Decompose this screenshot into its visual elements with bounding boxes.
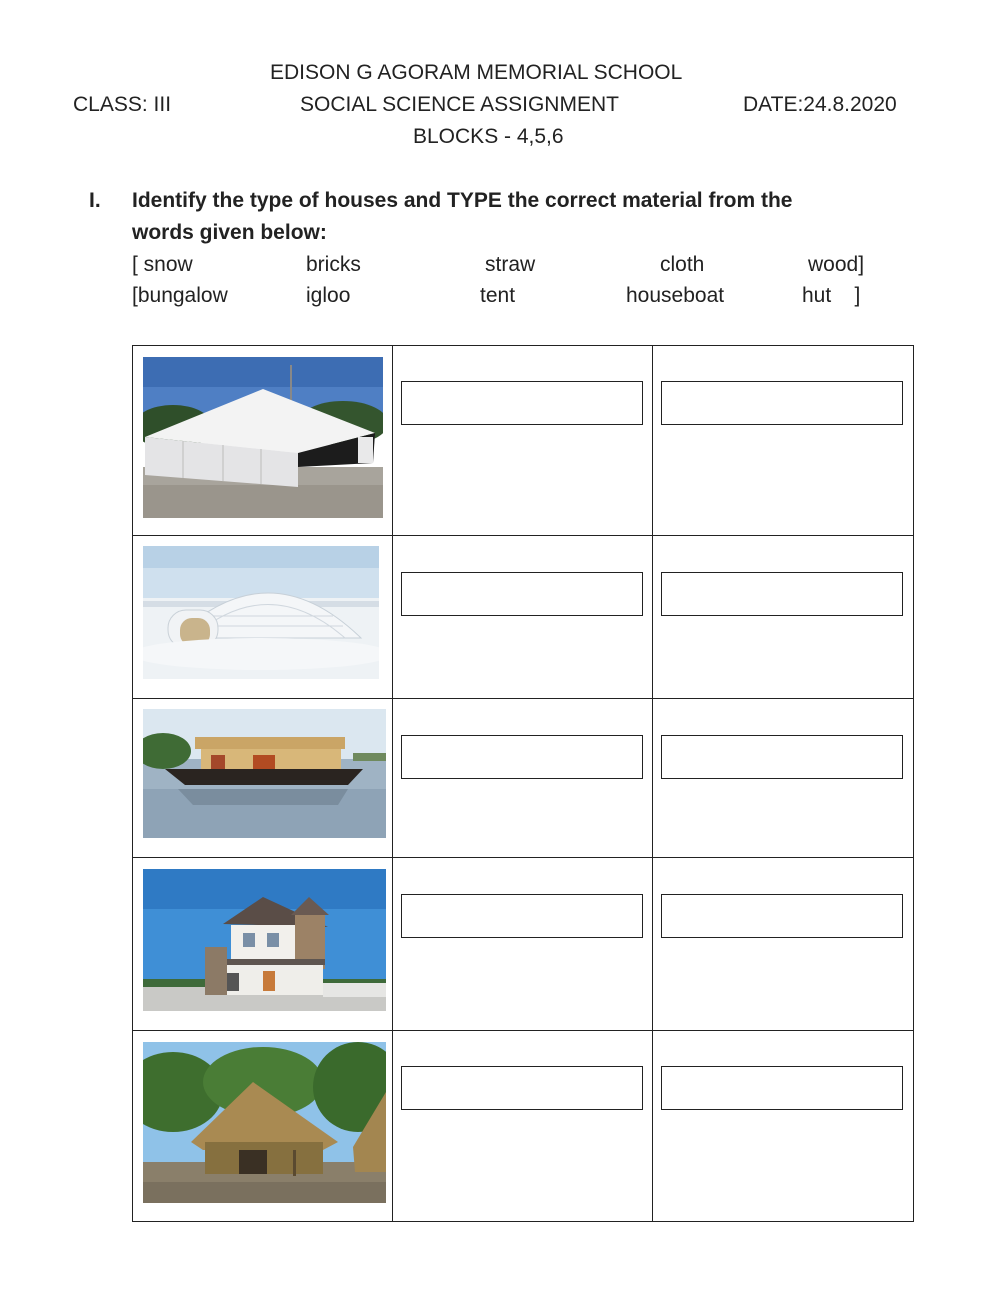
picture-cell	[133, 858, 393, 1031]
house-word-5: hut ]	[802, 284, 861, 307]
picture-cell	[133, 536, 393, 699]
material-cell	[653, 1031, 914, 1222]
house-type-cell	[393, 346, 653, 536]
houseboat-picture	[143, 709, 386, 838]
material-word-5: wood]	[808, 253, 865, 276]
house-word-3: tent	[480, 284, 516, 307]
subject-title: SOCIAL SCIENCE ASSIGNMENT	[300, 93, 619, 116]
house-type-cell	[393, 536, 653, 699]
house-word-1: [bungalow	[132, 284, 228, 307]
material-cell	[653, 699, 914, 858]
answer-table	[132, 345, 914, 1222]
table-row	[133, 699, 914, 858]
house-word-2: igloo	[306, 284, 351, 307]
material-input-4[interactable]	[661, 894, 903, 938]
house-type-cell	[393, 858, 653, 1031]
material-cell	[653, 858, 914, 1031]
house-word-4: houseboat	[626, 284, 725, 307]
material-input-5[interactable]	[661, 1066, 903, 1110]
tent-picture	[143, 357, 383, 518]
house-type-cell	[393, 699, 653, 858]
house-type-input-4[interactable]	[401, 894, 643, 938]
picture-cell	[133, 699, 393, 858]
bungalow-picture	[143, 869, 386, 1011]
material-word-1: [ snow	[132, 253, 193, 276]
table-row	[133, 1031, 914, 1222]
material-word-4: cloth	[660, 253, 705, 276]
material-cell	[653, 346, 914, 536]
table-row	[133, 346, 914, 536]
material-input-1[interactable]	[661, 381, 903, 425]
igloo-picture	[143, 546, 379, 679]
house-type-cell	[393, 1031, 653, 1222]
house-type-input-2[interactable]	[401, 572, 643, 616]
date-label: DATE:24.8.2020	[743, 93, 897, 116]
class-label: CLASS: III	[73, 93, 172, 116]
house-type-input-5[interactable]	[401, 1066, 643, 1110]
table-row	[133, 858, 914, 1031]
question-line-1: Identify the type of houses and TYPE the correct material from the	[132, 189, 793, 212]
blocks-label: BLOCKS - 4,5,6	[413, 125, 564, 148]
material-input-2[interactable]	[661, 572, 903, 616]
house-type-input-3[interactable]	[401, 735, 643, 779]
material-cell	[653, 536, 914, 699]
school-name: EDISON G AGORAM MEMORIAL SCHOOL	[270, 61, 683, 84]
material-word-2: bricks	[306, 253, 361, 276]
material-word-3: straw	[485, 253, 536, 276]
question-line-2: words given below:	[132, 221, 327, 244]
picture-cell	[133, 346, 393, 536]
material-input-3[interactable]	[661, 735, 903, 779]
hut-picture	[143, 1042, 386, 1203]
table-row	[133, 536, 914, 699]
question-number: I.	[89, 189, 101, 212]
picture-cell	[133, 1031, 393, 1222]
house-type-input-1[interactable]	[401, 381, 643, 425]
